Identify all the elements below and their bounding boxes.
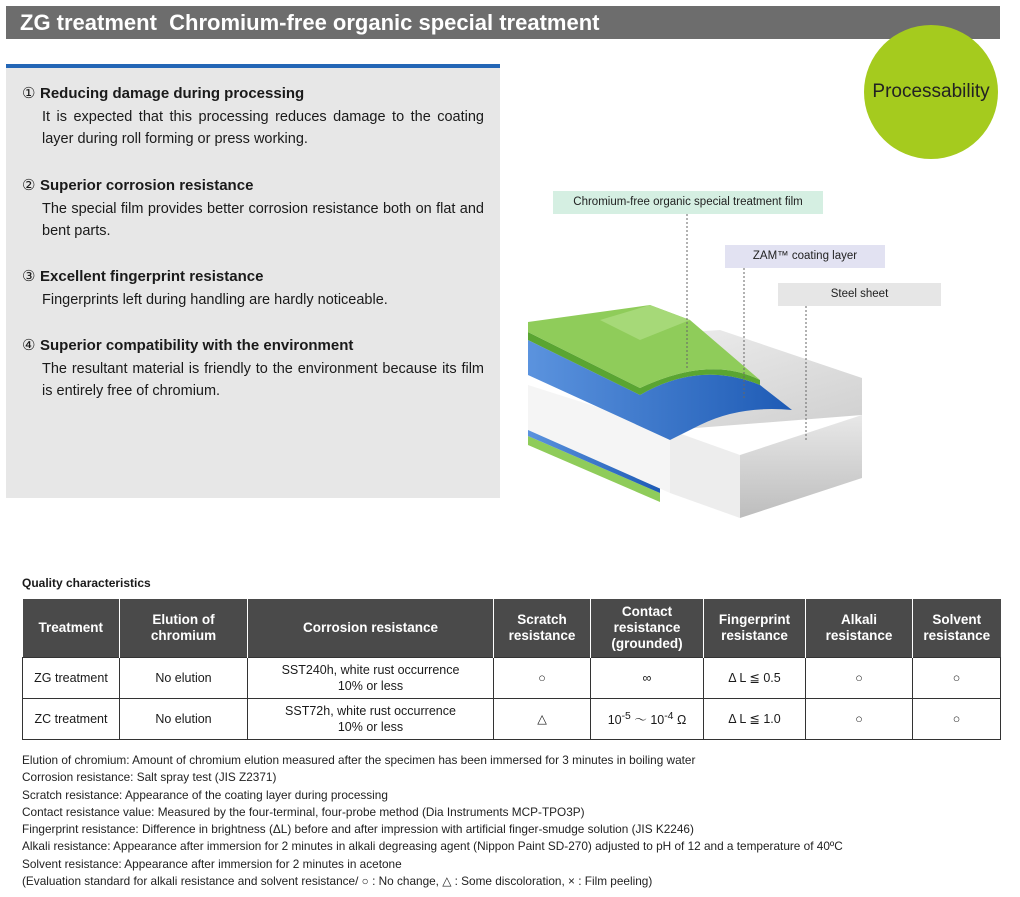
- zam-label: ZAM™ coating layer: [725, 245, 885, 268]
- quality-table: [22, 599, 1001, 740]
- contact-exponent: -4: [664, 711, 674, 723]
- table-cell: [248, 658, 494, 699]
- quality-title: Quality characteristics: [22, 576, 151, 590]
- feature-number: ①: [22, 85, 36, 102]
- note-line: (Evaluation standard for alkali resistance and solvent resistance/ ○ : No change, △ : Some discoloration, × : Film peeling): [22, 874, 653, 889]
- table-cell: △: [494, 699, 591, 740]
- note-line: Alkali resistance: Appearance after immersion for 2 minutes in alkali degreasing agent (Nippon Paint SD-270) adjusted to pH of 12 and a temperature of 40ºC: [22, 839, 843, 854]
- feature-heading-text: Excellent fingerprint resistance: [40, 268, 264, 285]
- contact-base: 10: [650, 713, 665, 728]
- table-cell: ○: [913, 699, 1001, 740]
- column-header: Alkali resistance: [806, 599, 913, 658]
- note-line: Fingerprint resistance: Difference in brightness (ΔL) before and after impression with artificial finger-smudge solution (JIS K2246): [22, 822, 694, 837]
- feature-text: It is expected that this processing reduces damage to the coating layer during roll forming or press working.: [42, 109, 484, 147]
- corrosion-line: SST240h, white rust occurrence: [281, 663, 460, 677]
- table-row: [23, 699, 1001, 740]
- table-cell: [591, 699, 704, 740]
- note-line: Scratch resistance: Appearance of the coating layer during processing: [22, 787, 388, 802]
- note-line: Corrosion resistance: Salt spray test (JIS Z2371): [22, 770, 277, 785]
- note-line: Solvent resistance: Appearance after immersion for 2 minutes in acetone: [22, 856, 402, 871]
- feature-number: ③: [22, 268, 36, 285]
- contact-separator: ～: [630, 713, 651, 728]
- table-row: [23, 658, 1001, 699]
- table-cell: ∞: [591, 658, 704, 699]
- column-header: Scratch resistance: [494, 599, 591, 658]
- column-header: Treatment: [23, 599, 120, 658]
- feature-text: The special film provides better corrosion resistance both on flat and bent parts.: [42, 201, 484, 239]
- table-cell: Δ L ≦ 1.0: [704, 699, 806, 740]
- table-cell: ○: [494, 658, 591, 699]
- feature-heading-text: Reducing damage during processing: [40, 85, 305, 102]
- column-header: Contact resistance (grounded): [591, 599, 704, 658]
- corrosion-line: 10% or less: [337, 679, 404, 693]
- film-label: Chromium-free organic special treatment film: [553, 191, 823, 214]
- table-header-row: [23, 599, 1001, 658]
- page-title: ZG treatment Chromium-free organic special treatment: [6, 6, 1000, 39]
- steel-label: Steel sheet: [778, 283, 941, 306]
- contact-unit: Ω: [673, 713, 687, 728]
- table-cell: ZG treatment: [23, 658, 120, 699]
- table-cell: ○: [806, 658, 913, 699]
- feature-text: Fingerprints left during handling are hardly noticeable.: [42, 292, 388, 308]
- table-cell: No elution: [120, 658, 248, 699]
- feature-heading-text: Superior corrosion resistance: [40, 177, 254, 194]
- contact-exponent: -5: [621, 711, 631, 723]
- table-cell: ZC treatment: [23, 699, 120, 740]
- feature-number: ②: [22, 177, 36, 194]
- feature-text: The resultant material is friendly to the environment because its film is entirely free of chromium.: [42, 361, 484, 399]
- table-cell: Δ L ≦ 0.5: [704, 658, 806, 699]
- steel-sheet-front: [670, 430, 740, 518]
- column-header: Fingerprint resistance: [704, 599, 806, 658]
- note-line: Contact resistance value: Measured by the four-terminal, four-probe method (Dia Instruments MCP-TPO3P): [22, 804, 585, 819]
- feature-number: ④: [22, 337, 36, 354]
- table-cell: ○: [913, 658, 1001, 699]
- contact-base: 10: [607, 713, 622, 728]
- column-header: Solvent resistance: [913, 599, 1001, 658]
- badge-label: Processability: [872, 81, 990, 102]
- corrosion-line: SST72h, white rust occurrence: [285, 704, 456, 718]
- table-cell: ○: [806, 699, 913, 740]
- note-line: Elution of chromium: Amount of chromium elution measured after the specimen has been immersed for 3 minutes in boiling water: [22, 753, 696, 767]
- table-cell: [248, 699, 494, 740]
- column-header: Corrosion resistance: [248, 599, 494, 658]
- column-header: Elution of chromium: [120, 599, 248, 658]
- table-cell: No elution: [120, 699, 248, 740]
- steel-sheet-side: [740, 415, 862, 518]
- corrosion-line: 10% or less: [337, 720, 404, 734]
- notes: [22, 752, 1012, 890]
- feature-heading-text: Superior compatibility with the environment: [40, 337, 354, 354]
